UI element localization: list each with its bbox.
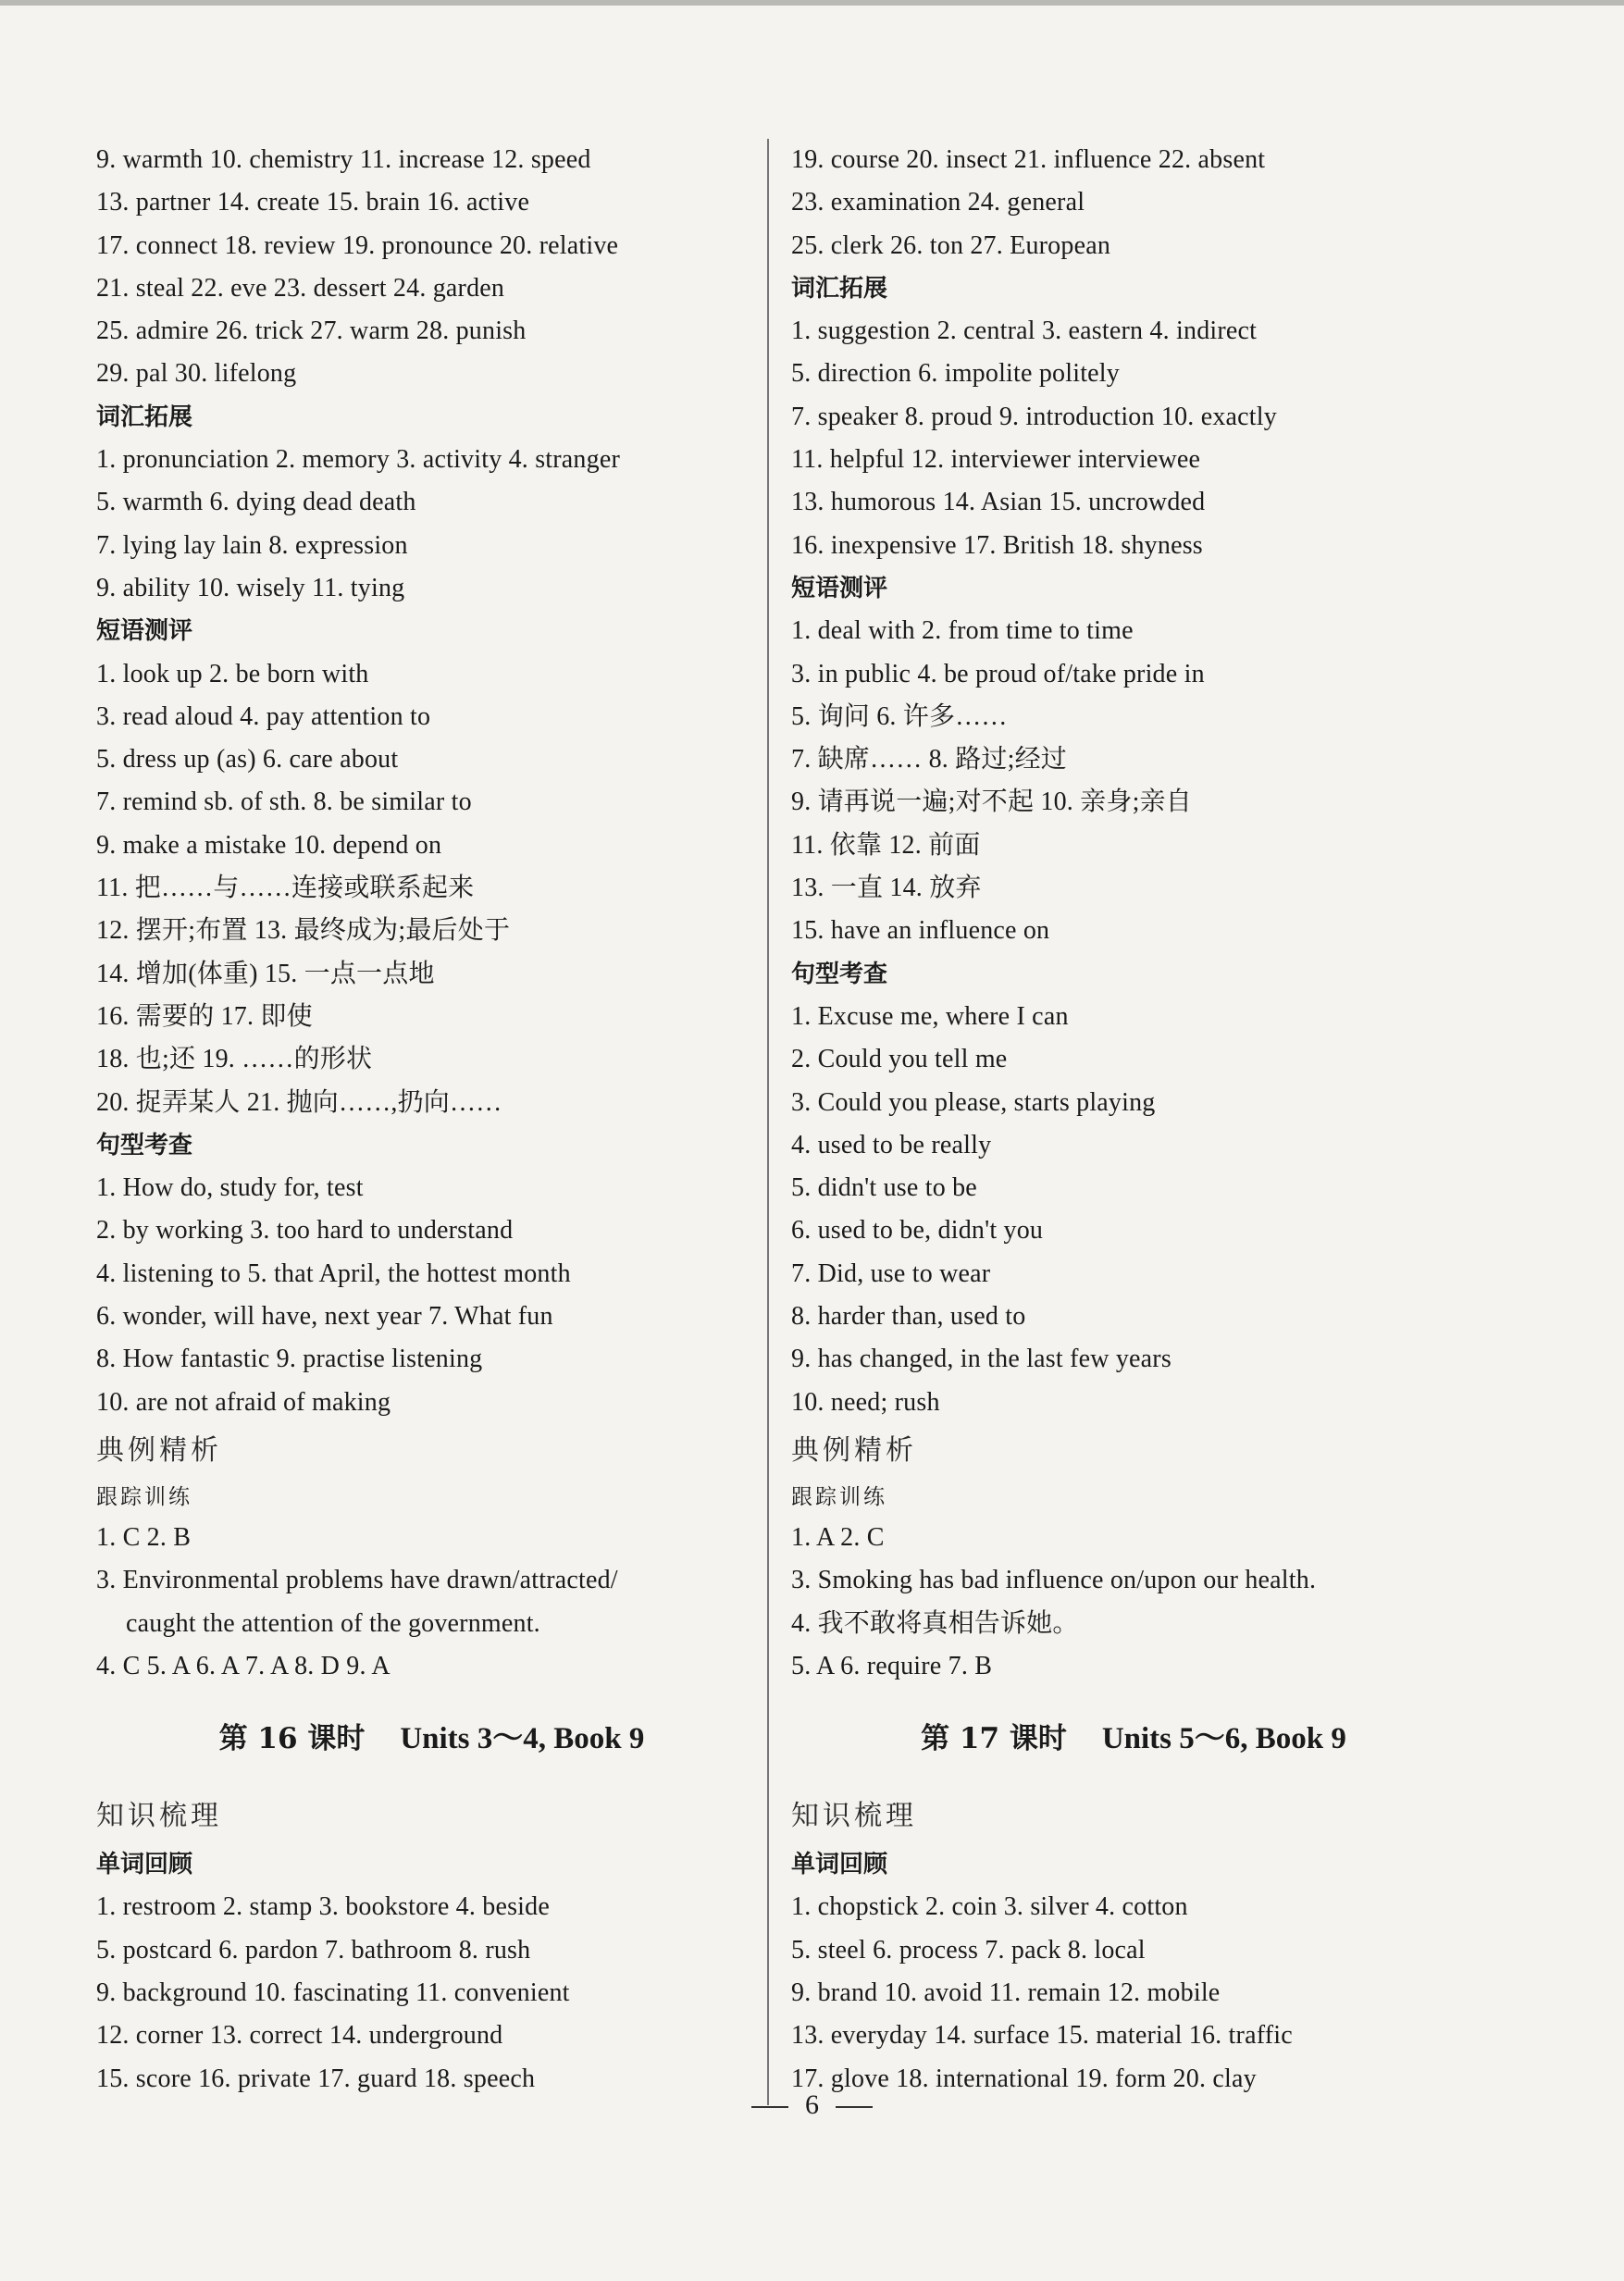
- answer-line: 5. dress up (as) 6. care about: [96, 745, 399, 775]
- top-edge: [0, 0, 1624, 6]
- right-column: [791, 139, 1476, 2101]
- section-heading-phrase: 短语测评: [96, 617, 193, 646]
- answer-line: 7. lying lay lain 8. expression: [96, 530, 408, 560]
- answer-line: 9. has changed, in the last few years: [791, 1345, 1172, 1374]
- section-heading-example: 典例精析: [96, 1433, 222, 1467]
- section-heading-phrase: 短语测评: [791, 574, 888, 602]
- answer-line: 15. score 16. private 17. guard 18. speech: [96, 2064, 536, 2093]
- answer-line: 3. read aloud 4. pay attention to: [96, 701, 431, 731]
- answer-line: 4. used to be really: [791, 1130, 992, 1159]
- answer-line: 7. 缺席…… 8. 路过;经过: [791, 745, 1067, 775]
- answer-line: 9. warmth 10. chemistry 11. increase 12. speed: [96, 145, 591, 174]
- lesson-units: Units 5～6, Book 9: [1101, 1722, 1346, 1756]
- left-training-answers: [96, 1517, 767, 1688]
- answer-line: 5. warmth 6. dying dead death: [96, 488, 416, 517]
- answer-line: 1. restroom 2. stamp 3. bookstore 4. beside: [96, 1892, 550, 1922]
- right-phrase-answers: [791, 610, 1476, 952]
- answer-line: 1. look up 2. be born with: [96, 659, 369, 688]
- answer-line: 1. chopstick 2. coin 3. silver 4. cotton: [791, 1892, 1188, 1922]
- section-heading-sentence: 句型考查: [791, 960, 888, 988]
- right-training-answers: [791, 1517, 1476, 1688]
- answer-line: 9. 请再说一遍;对不起 10. 亲身;亲自: [791, 787, 1192, 817]
- answer-line: 4. 我不敢将真相告诉她。: [791, 1608, 1079, 1638]
- section-heading-example: 典例精析: [791, 1433, 917, 1467]
- answer-line: 9. background 10. fascinating 11. convenient: [96, 1977, 570, 2007]
- section-heading-sentence: 句型考查: [96, 1131, 193, 1159]
- answer-line: 9. ability 10. wisely 11. tying: [96, 573, 405, 602]
- answer-line: 6. wonder, will have, next year 7. What fun: [96, 1302, 553, 1332]
- left-column: [96, 139, 767, 2101]
- answer-line: 11. 把……与……连接或联系起来: [96, 874, 475, 903]
- left-top-answers: [96, 139, 767, 396]
- answer-line: 1. Excuse me, where I can: [791, 1001, 1069, 1031]
- answer-line: 12. 摆开;布置 13. 最终成为;最后处于: [96, 916, 511, 946]
- answer-line: 8. harder than, used to: [791, 1302, 1026, 1332]
- section-heading-knowledge: 知识梳理: [791, 1800, 917, 1833]
- answer-line: 7. speaker 8. proud 9. introduction 10. exactly: [791, 402, 1277, 431]
- column-divider: [767, 139, 769, 2105]
- answer-line: 5. direction 6. impolite politely: [791, 359, 1120, 389]
- answer-line: 14. 增加(体重) 15. 一点一点地: [96, 959, 435, 988]
- answer-line: 5. A 6. require 7. B: [791, 1651, 993, 1680]
- answer-line: 3. in public 4. be proud of/take pride in: [791, 659, 1205, 688]
- section-heading-vocab: 词汇拓展: [96, 403, 193, 431]
- subheading-training: 跟踪训练: [791, 1484, 887, 1509]
- answer-line: 7. remind sb. of sth. 8. be similar to: [96, 787, 472, 817]
- lesson-number: 第 17 课时: [921, 1722, 1067, 1756]
- left-word-review-answers: [96, 1886, 767, 2100]
- answer-line: 12. corner 13. correct 14. underground: [96, 2021, 503, 2051]
- page-number-value: 6: [805, 2089, 819, 2120]
- right-vocab-answers: [791, 310, 1476, 567]
- section-heading-vocab: 词汇拓展: [791, 274, 888, 303]
- page-number: [0, 2082, 1624, 2128]
- section-heading-knowledge: 知识梳理: [96, 1800, 222, 1833]
- answer-line: 11. 依靠 12. 前面: [791, 830, 981, 860]
- answer-line: 5. postcard 6. pardon 7. bathroom 8. rush: [96, 1935, 531, 1965]
- answer-line: 8. How fantastic 9. practise listening: [96, 1345, 483, 1374]
- left-phrase-answers: [96, 653, 767, 1124]
- answer-line: 1. deal with 2. from time to time: [791, 616, 1134, 646]
- answer-line: 1. How do, study for, test: [96, 1173, 364, 1203]
- dash-left: [751, 2106, 788, 2108]
- answer-line: 3. Environmental problems have drawn/attracted/: [96, 1566, 618, 1595]
- answer-line: 16. 需要的 17. 即使: [96, 1001, 313, 1031]
- answer-line: 1. A 2. C: [791, 1522, 885, 1552]
- answer-line: 6. used to be, didn't you: [791, 1216, 1044, 1246]
- answer-line: 13. partner 14. create 15. brain 16. active: [96, 188, 530, 217]
- answer-line: 13. everyday 14. surface 15. material 16. traffic: [791, 2021, 1293, 2051]
- answer-line: 10. need; rush: [791, 1387, 940, 1417]
- answer-line: 9. brand 10. avoid 11. remain 12. mobile: [791, 1977, 1221, 2007]
- answer-line: 2. Could you tell me: [791, 1045, 1008, 1074]
- answer-line: 3. Could you please, starts playing: [791, 1087, 1156, 1117]
- answer-line: 13. 一直 14. 放弃: [791, 874, 982, 903]
- dash-right: [836, 2106, 873, 2108]
- answer-line: 29. pal 30. lifelong: [96, 359, 297, 389]
- lesson-units: Units 3～4, Book 9: [400, 1722, 645, 1756]
- section-heading-word-review: 单词回顾: [791, 1851, 888, 1879]
- right-word-review-answers: [791, 1886, 1476, 2100]
- answer-line: 7. Did, use to wear: [791, 1258, 991, 1288]
- answer-line: 5. steel 6. process 7. pack 8. local: [791, 1935, 1146, 1965]
- answer-line: 9. make a mistake 10. depend on: [96, 830, 442, 860]
- answer-line: 16. inexpensive 17. British 18. shyness: [791, 530, 1203, 560]
- lesson-title: [96, 1688, 767, 1790]
- answer-line: 19. course 20. insect 21. influence 22. absent: [791, 145, 1266, 174]
- answer-line: 20. 捉弄某人 21. 抛向……,扔向……: [96, 1087, 502, 1117]
- right-sentence-answers: [791, 996, 1476, 1424]
- answer-line: 18. 也;还 19. ……的形状: [96, 1045, 373, 1074]
- answer-line: 4. C 5. A 6. A 7. A 8. D 9. A: [96, 1651, 391, 1680]
- answer-line: 17. connect 18. review 19. pronounce 20. relative: [96, 230, 619, 260]
- right-top-answers: [791, 139, 1476, 267]
- answer-line: 2. by working 3. too hard to understand: [96, 1216, 514, 1246]
- answer-line: 5. 询问 6. 许多……: [791, 701, 1008, 731]
- answer-line: 11. helpful 12. interviewer interviewee: [791, 445, 1201, 475]
- answer-line: 23. examination 24. general: [791, 188, 1085, 217]
- answer-line: 4. listening to 5. that April, the hottest month: [96, 1258, 571, 1288]
- answer-line: 21. steal 22. eve 23. dessert 24. garden: [96, 273, 505, 303]
- section-heading-word-review: 单词回顾: [96, 1851, 193, 1879]
- answer-line: 17. glove 18. international 19. form 20. clay: [791, 2064, 1257, 2093]
- answer-line: 15. have an influence on: [791, 916, 1050, 946]
- answer-line: 10. are not afraid of making: [96, 1387, 391, 1417]
- answer-line: caught the attention of the government.: [126, 1608, 540, 1638]
- answer-line: 5. didn't use to be: [791, 1173, 977, 1203]
- left-sentence-answers: [96, 1167, 767, 1424]
- lesson-number: 第 16 课时: [218, 1722, 366, 1756]
- answer-line: 25. admire 26. trick 27. warm 28. punish: [96, 316, 527, 346]
- answer-line: 1. pronunciation 2. memory 3. activity 4. stranger: [96, 445, 620, 475]
- answer-line: 1. C 2. B: [96, 1522, 192, 1552]
- answer-line: 13. humorous 14. Asian 15. uncrowded: [791, 488, 1206, 517]
- answer-line: 25. clerk 26. ton 27. European: [791, 230, 1111, 260]
- lesson-title: [791, 1688, 1476, 1790]
- subheading-training: 跟踪训练: [96, 1484, 192, 1509]
- answer-line: 1. suggestion 2. central 3. eastern 4. indirect: [791, 316, 1258, 346]
- answer-line: 3. Smoking has bad influence on/upon our health.: [791, 1566, 1317, 1595]
- left-vocab-answers: [96, 439, 767, 610]
